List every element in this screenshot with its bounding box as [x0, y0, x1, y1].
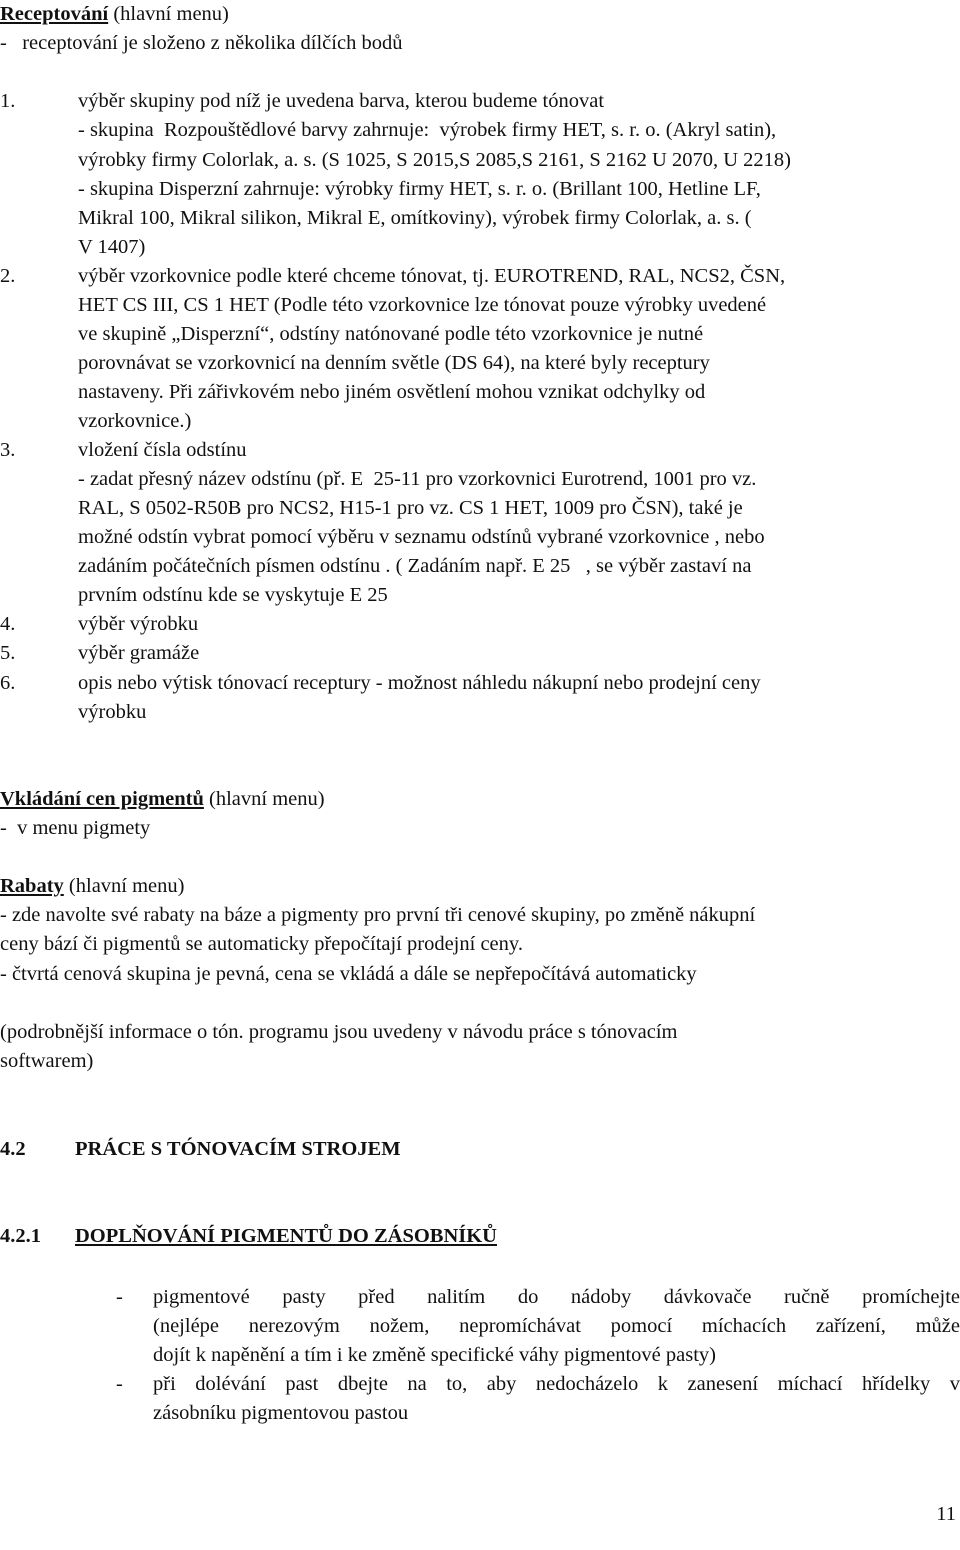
list-item-text: výběr gramáže [78, 642, 200, 664]
rabaty-heading [0, 872, 185, 902]
section-title: PRÁCE S TÓNOVACÍM STROJEM [75, 1138, 401, 1160]
rabaty-title: Rabaty [0, 875, 64, 897]
list-item-text: Mikral 100, Mikral silikon, Mikral E, omítkoviny), výrobek firmy Colorlak, a. s. ( [78, 207, 752, 229]
list-item-text: výběr skupiny pod níž je uvedena barva, kterou budeme tónovat [78, 90, 605, 112]
list-item-text: ve skupině „Disperzní“, odstíny natónované podle této vzorkovnice je nutné [78, 323, 704, 345]
bullet-text: (nejlépe nerezovým nožem, nepromíchávat pomocí míchacích zařízení, může [153, 1315, 960, 1337]
rabaty-note: (podrobnější informace o tón. programu jsou uvedeny v návodu práce s tónovacím [0, 1021, 678, 1043]
receptovani-title: Receptování [0, 3, 109, 25]
bullet-text: pigmentové pasty před nalitím do nádoby dávkovače ručně promíchejte [153, 1286, 960, 1308]
bullet-text: při dolévání past dbejte na to, aby nedocházelo k zanesení míchací hřídelky v [153, 1373, 960, 1395]
list-item-text: porovnávat se vzorkovnicí na denním světle (DS 64), na které byly receptury [78, 352, 710, 374]
section-number: 4.2 [0, 1138, 26, 1160]
item-number: 2. [0, 265, 16, 287]
list-item-text: vložení čísla odstínu [78, 439, 247, 461]
pigmenty-text: - v menu pigmety [0, 817, 151, 839]
receptovani-intro: - receptování je složeno z několika dílčích bodů [0, 32, 403, 54]
list-item-text: RAL, S 0502-R50B pro NCS2, H15-1 pro vz. CS 1 HET, 1009 pro ČSN), také je [78, 497, 743, 519]
item-number: 3. [0, 439, 16, 461]
item-number: 6. [0, 672, 16, 694]
rabaty-note: softwarem) [0, 1050, 94, 1072]
subsection-number: 4.2.1 [0, 1225, 41, 1247]
pigmenty-title: Vkládání cen pigmentů [0, 788, 204, 810]
item-number: 5. [0, 642, 16, 664]
list-item-text: HET CS III, CS 1 HET (Podle této vzorkovnice lze tónovat pouze výrobky uvedené [78, 294, 767, 316]
bullet-text: dojít k napěnění a tím i ke změně specifické váhy pigmentové pasty) [153, 1344, 716, 1366]
receptovani-heading [0, 0, 229, 30]
rabaty-text: - zde navolte své rabaty na báze a pigmenty pro první tři cenové skupiny, po změně nákupní [0, 904, 756, 926]
list-item-text: výrobku [78, 701, 147, 723]
list-item-text: výběr výrobku [78, 613, 199, 635]
subsection-title: DOPLŇOVÁNÍ PIGMENTŮ DO ZÁSOBNÍKŮ [75, 1225, 497, 1247]
page-number: 11 [936, 1503, 956, 1525]
list-item-text: opis nebo výtisk tónovací receptury - možnost náhledu nákupní nebo prodejní ceny [78, 672, 761, 694]
item-number: 4. [0, 613, 16, 635]
item-number: 1. [0, 90, 16, 112]
list-item-text: možné odstín vybrat pomocí výběru v seznamu odstínů vybrané vzorkovnice , nebo [78, 526, 765, 548]
list-item-text: - skupina Disperzní zahrnuje: výrobky firmy HET, s. r. o. (Brillant 100, Hetline LF, [78, 178, 761, 200]
rabaty-text: ceny bází či pigmentů se automaticky přepočítají prodejní ceny. [0, 933, 523, 955]
list-item-text: V 1407) [78, 236, 146, 258]
bullet-dash: - [116, 1373, 123, 1395]
receptovani-title-suffix: (hlavní menu) [113, 3, 229, 25]
list-item-text: - skupina Rozpouštědlové barvy zahrnuje: výrobek firmy HET, s. r. o. (Akryl satin), [78, 119, 777, 141]
list-item-text: výběr vzorkovnice podle které chceme tónovat, tj. EUROTREND, RAL, NCS2, ČSN, [78, 265, 786, 287]
rabaty-text: - čtvrtá cenová skupina je pevná, cena se vkládá a dále se nepřepočítává automaticky [0, 963, 697, 985]
list-item-text: výrobky firmy Colorlak, a. s. (S 1025, S 2015,S 2085,S 2161, S 2162 U 2070, U 2218) [78, 149, 791, 171]
bullet-dash: - [116, 1286, 123, 1308]
pigmenty-heading [0, 785, 325, 815]
list-item-text: nastaveny. Při zářivkovém nebo jiném osvětlení mohou vznikat odchylky od [78, 381, 706, 403]
rabaty-title-suffix: (hlavní menu) [68, 875, 185, 897]
pigmenty-title-suffix: (hlavní menu) [209, 788, 325, 810]
list-item-text: vzorkovnice.) [78, 410, 192, 432]
list-item-text: prvním odstínu kde se vyskytuje E 25 [78, 584, 388, 606]
list-item-text: - zadat přesný název odstínu (př. E 25-11 pro vzorkovnici Eurotrend, 1001 pro vz. [78, 468, 757, 490]
list-item-text: zadáním počátečních písmen odstínu . ( Zadáním např. E 25 , se výběr zastaví na [78, 555, 752, 577]
bullet-text: zásobníku pigmentovou pastou [153, 1402, 409, 1424]
